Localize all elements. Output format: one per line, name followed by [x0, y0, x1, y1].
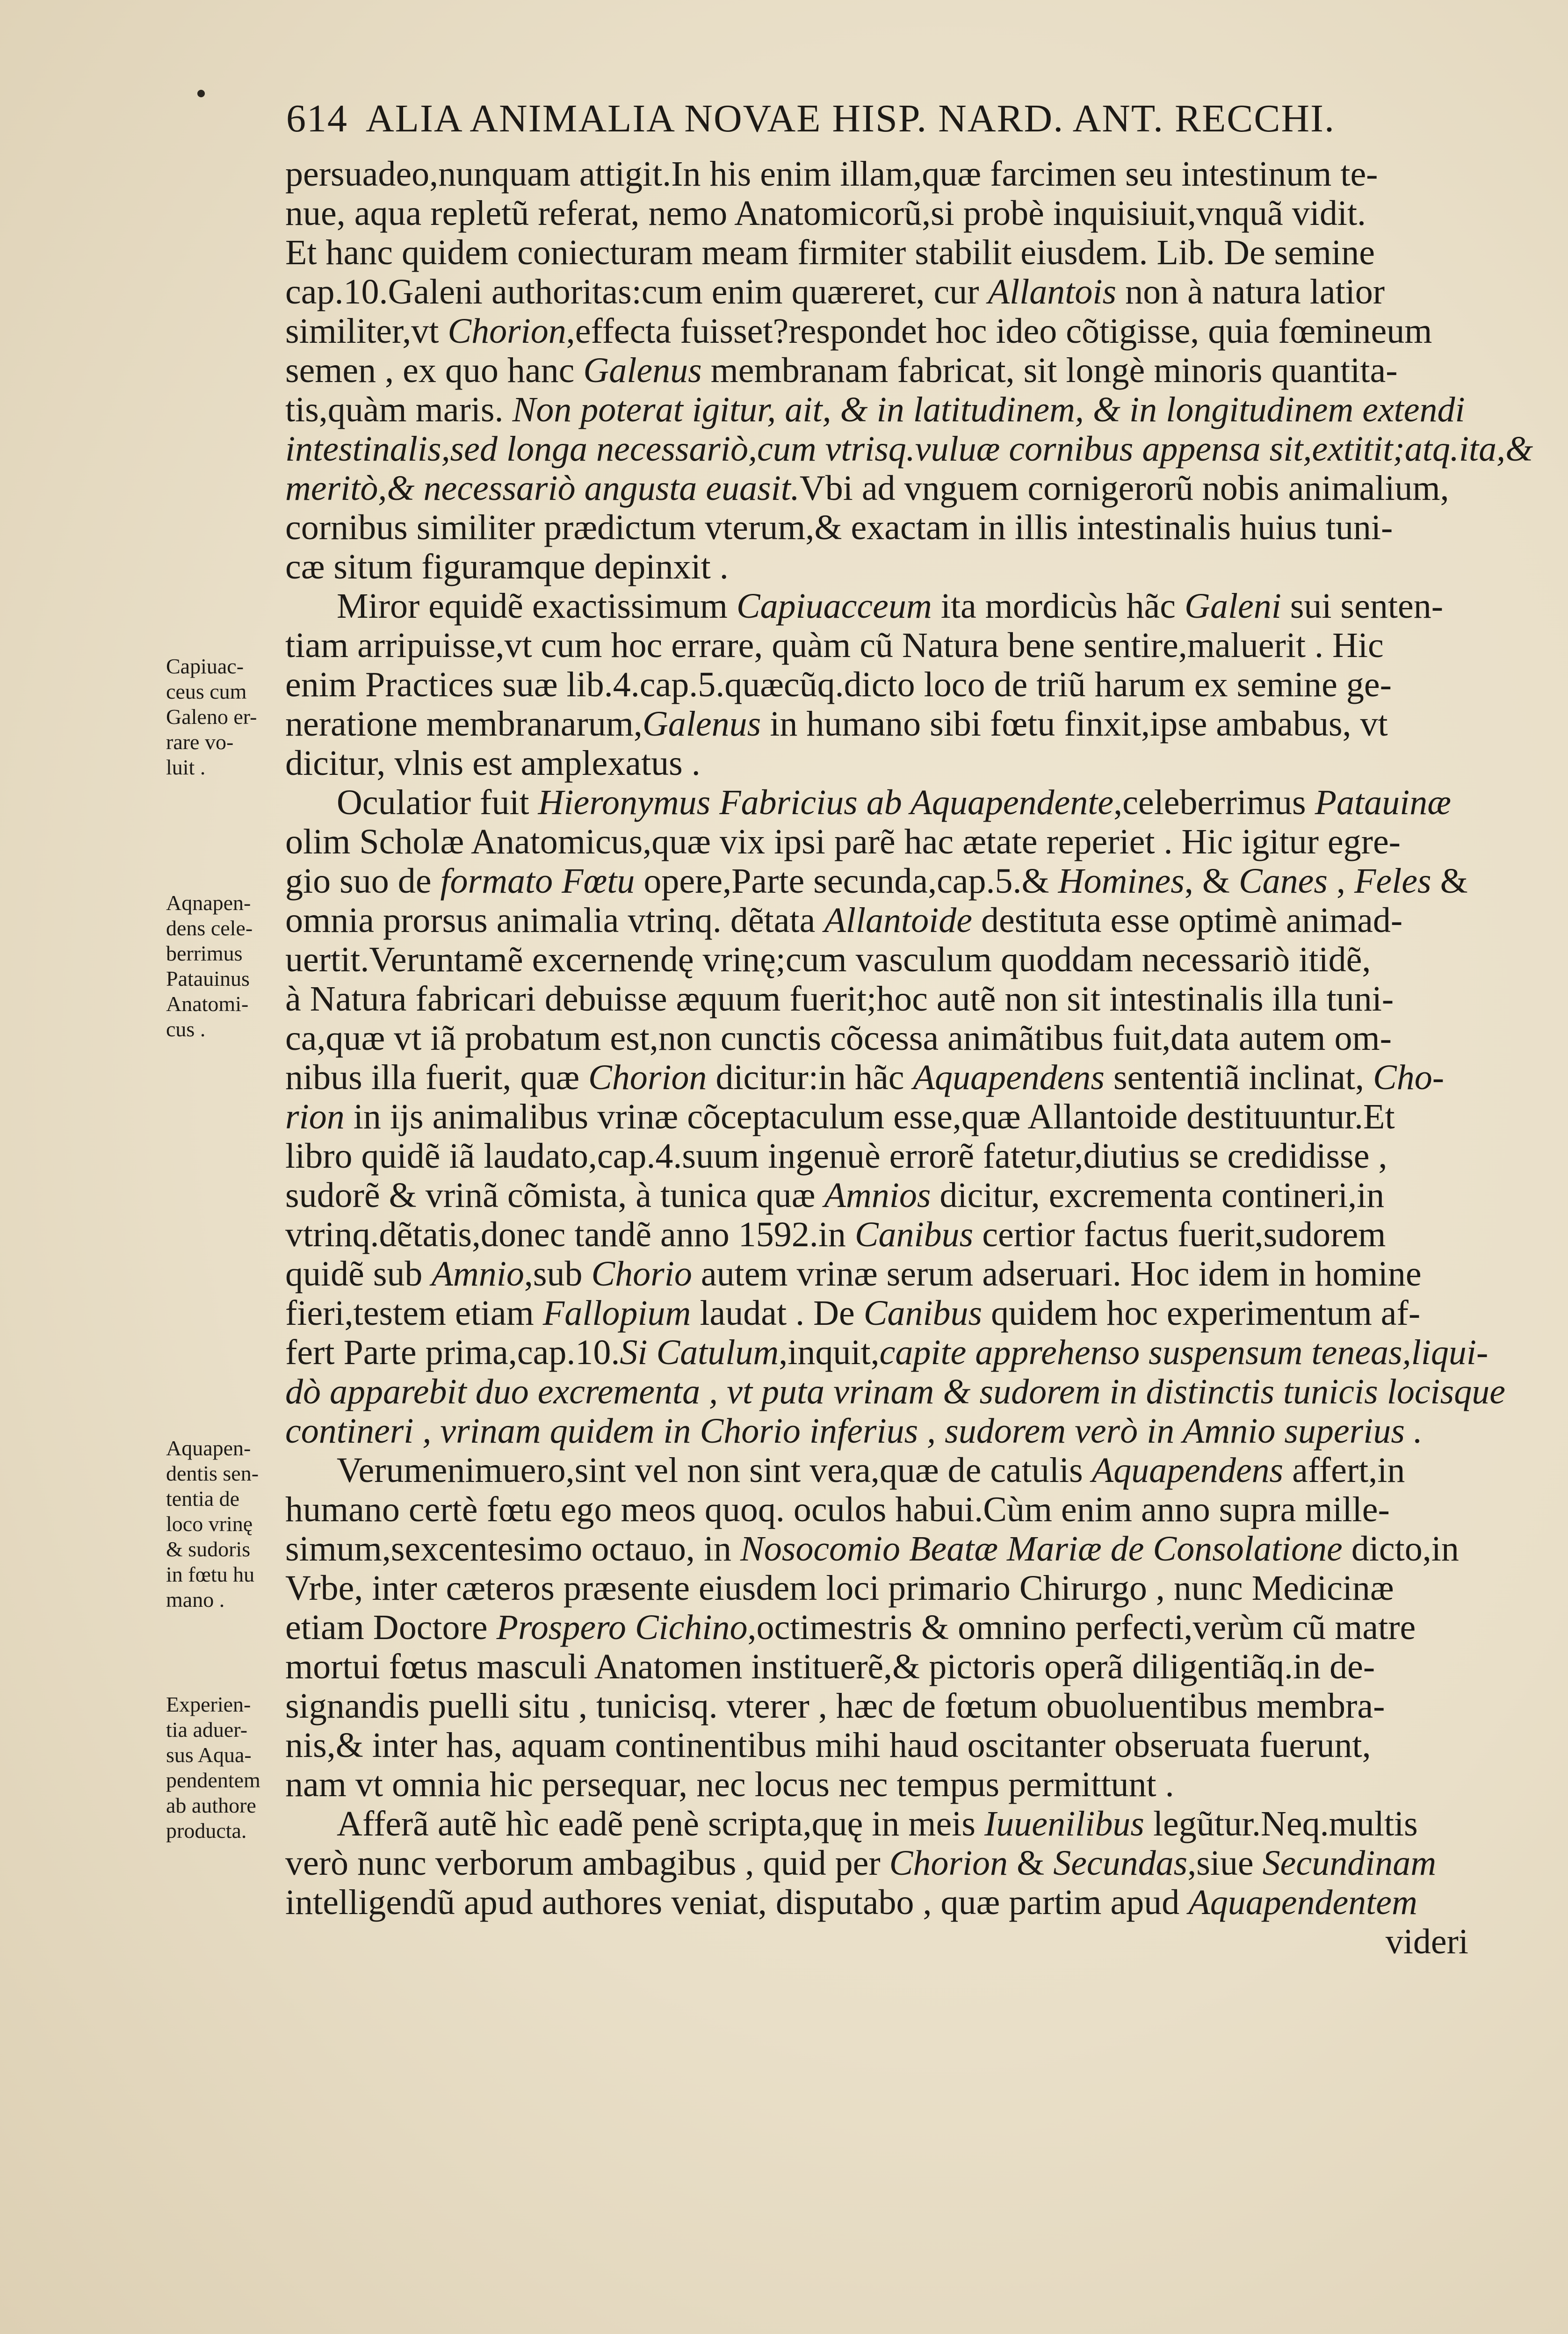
text-span: Afferã autẽ hìc eadẽ penè scripta,quę in meis [337, 1804, 984, 1843]
text-span: in ijs animalibus vrinæ cõceptaculum esse,quæ Allantoide destituuntur.Et [344, 1097, 1395, 1136]
text-span: etiam Doctore [285, 1608, 497, 1647]
text-span: sententiã inclinat, [1105, 1058, 1373, 1097]
text-span: nis,& inter has, aquam continentibus mihi haud oscitanter obseruata fuerunt, [285, 1726, 1371, 1765]
italic-span: Hieronymus Fabricius ab Aquapendente [538, 783, 1114, 822]
text-span: dicitur:in hãc [707, 1058, 913, 1097]
text-span: mortui fœtus masculi Anatomen instituerẽ,& pictoris operã diligentiãq.in de- [285, 1647, 1375, 1686]
italic-span: meritò,& necessariò angusta euasit. [285, 469, 800, 508]
text-line [285, 1411, 1487, 1451]
italic-span: Aquapendentem [1188, 1883, 1417, 1922]
text-line [285, 272, 1487, 311]
text-line [285, 586, 1487, 626]
margin-note-line: Aquapen- [166, 1436, 251, 1460]
text-line [285, 1608, 1487, 1647]
text-line [285, 429, 1533, 469]
text-line [285, 744, 1487, 783]
text-span: membranam fabricat, sit longè minoris quantita- [701, 351, 1398, 390]
text-span: nam vt omnia hic persequar, nec locus nec tempus permittunt . [285, 1765, 1174, 1804]
text-span: ,celeberrimus [1113, 783, 1315, 822]
text-line [285, 1058, 1487, 1097]
text-line [285, 1176, 1487, 1215]
margin-note-line: rare vo- [166, 730, 234, 754]
text-span: fieri,testem etiam [285, 1293, 543, 1333]
text-span: dicitur, excrementa contineri,in [931, 1176, 1385, 1215]
text-span: gio suo de [285, 861, 441, 901]
text-span: sudorẽ & vrinã cõmista, à tunica quæ [285, 1176, 824, 1215]
margin-note-line: mano . [166, 1588, 225, 1611]
italic-span: dò apparebit duo excrementa , vt puta vrinam & sudorem in distinctis tunicis locisque [285, 1372, 1505, 1411]
text-span: Et hanc quidem coniecturam meam firmiter stabilit eiusdem. Lib. De semine [285, 233, 1375, 272]
text-span: à Natura fabricari debuisse æquum fuerit;hoc autẽ non sit intestinalis illa tuni- [285, 979, 1394, 1019]
text-span: Vrbe, inter cæteros præsente eiusdem loci primario Chirurgo , nunc Medicinæ [285, 1568, 1394, 1608]
text-line [285, 1726, 1487, 1765]
text-span: persuadeo,nunquam attigit.In his enim illam,quæ farcimen seu intestinum te- [285, 154, 1378, 194]
margin-note-line: Capiuac- [166, 654, 244, 678]
text-span: tis,quàm maris. [285, 390, 513, 429]
text-line [285, 1804, 1487, 1843]
italic-span: Galenus [642, 704, 761, 744]
italic-span: Cho- [1373, 1058, 1445, 1097]
text-line [285, 1372, 1505, 1411]
text-span: signandis puelli situ , tunicisq. vterer , hæc de fœtum obuoluentibus membra- [285, 1686, 1385, 1726]
text-span: omnia prorsus animalia vtrinq. dẽtata [285, 901, 824, 940]
text-span: , [1327, 861, 1354, 901]
italic-span: Amnios [824, 1176, 931, 1215]
margin-note-3 [166, 1436, 288, 1612]
text-span: , & [1184, 861, 1239, 901]
text-line [285, 311, 1487, 351]
italic-span: Allantoide [824, 901, 972, 940]
text-line [285, 901, 1487, 940]
text-span: libro quidẽ iã laudato,cap.4.suum ingenuè errorẽ fatetur,diutius se credidisse , [285, 1136, 1387, 1176]
text-line [285, 1254, 1487, 1293]
margin-note-line: luit . [166, 755, 206, 779]
text-line [285, 704, 1487, 744]
text-span: sui senten- [1281, 586, 1444, 626]
italic-span: capite apprehenso suspensum teneas,liqui- [879, 1333, 1489, 1372]
italic-span: formato Fœtu [440, 861, 635, 901]
text-span: ,inquit, [779, 1333, 880, 1372]
text-line [285, 1765, 1487, 1804]
text-span: vtrinq.dẽtatis,donec tandẽ anno 1592.in [285, 1215, 855, 1254]
text-line [285, 233, 1487, 272]
text-span: ,siue [1187, 1843, 1263, 1883]
text-line [285, 1843, 1487, 1883]
text-span: dicto,in [1342, 1529, 1459, 1568]
italic-span: Canibus [854, 1215, 974, 1254]
text-span: ,sub [524, 1254, 592, 1293]
italic-span: Capiuacceum [736, 586, 932, 626]
italic-span: Non poterat igitur, ait, & in latitudinem, & in longitudinem extendi [512, 390, 1465, 429]
margin-note-line: berrimus [166, 941, 243, 965]
text-span: ,octimestris & omnino perfecti,verùm cũ matre [747, 1608, 1416, 1647]
margin-note-line: producta. [166, 1819, 247, 1843]
text-line [285, 1647, 1487, 1686]
margin-note-line: dentis sen- [166, 1461, 259, 1485]
text-line [285, 822, 1487, 861]
text-line [285, 626, 1487, 665]
margin-note-line: ab authore [166, 1793, 256, 1817]
text-span: enim Practices suæ lib.4.cap.5.quæcũq.dicto loco de triũ harum ex semine ge- [285, 665, 1392, 704]
italic-span: Canes [1238, 861, 1328, 901]
margin-note-line: pendentem [166, 1768, 260, 1792]
italic-span: Si Catulum [620, 1333, 779, 1372]
margin-note-line: & sudoris [166, 1537, 251, 1561]
italic-span: intestinalis,sed longa necessariò,cum vtrisq.vuluæ cornibus appensa sit,extitit;atq.ita,& [285, 429, 1533, 469]
italic-span: Fallopium [542, 1293, 691, 1333]
text-span: cornibus similiter prædictum vterum,& exactam in illis intestinalis huius tuni- [285, 508, 1393, 547]
text-line [285, 1293, 1487, 1333]
text-span: dicitur, vlnis est amplexatus . [285, 744, 701, 783]
margin-note-line: in fœtu hu [166, 1562, 255, 1586]
text-line [285, 783, 1487, 822]
text-line [285, 1490, 1487, 1529]
italic-span: Aquapendens [913, 1058, 1105, 1097]
margin-note-line: Experien- [166, 1692, 251, 1716]
italic-span: Secundinam [1262, 1843, 1437, 1883]
text-span: Miror equidẽ exactissimum [337, 586, 737, 626]
text-line [285, 979, 1487, 1019]
text-span: videri [1385, 1922, 1468, 1961]
margin-note-line: Aqnapen- [166, 891, 251, 915]
margin-note-line: Anatomi- [166, 992, 249, 1016]
italic-span: Chorion [448, 311, 566, 351]
ink-dot [197, 90, 205, 97]
text-span: Vbi ad vnguem cornigerorũ nobis animalium, [799, 469, 1449, 508]
text-span: in humano sibi fœtu finxit,ipse ambabus, vt [761, 704, 1388, 744]
text-span: cap.10.Galeni authoritas:cum enim quæreret, cur [285, 272, 988, 311]
catchword [285, 1922, 1487, 1961]
text-span: laudat . De [691, 1293, 864, 1333]
running-title: ALIA ANIMALIA NOVAE HISP. NARD. ANT. RECCHI. [366, 97, 1335, 140]
text-span: ca,quæ vt iã probatum est,non cunctis cõcessa animãtibus fuit,data autem om- [285, 1019, 1392, 1058]
text-line [285, 469, 1487, 508]
text-span: olim Scholæ Anatomicus,quæ vix ipsi parẽ hac ætate reperiet . Hic igitur egre- [285, 822, 1401, 861]
margin-note-1 [166, 654, 288, 780]
text-span: affert,in [1283, 1451, 1405, 1490]
margin-note-line: tentia de [166, 1487, 240, 1510]
text-span: destituta esse optimè animad- [972, 901, 1403, 940]
text-span: certior factus fuerit,sudorem [973, 1215, 1386, 1254]
text-span: non à natura latior [1116, 272, 1385, 311]
text-span: ita mordicùs hãc [932, 586, 1185, 626]
italic-span: Nosocomio Beatæ Mariæ de Consolatione [740, 1529, 1343, 1568]
text-span: quidem hoc experimentum af- [982, 1293, 1421, 1333]
text-span: opere,Parte secunda,cap.5.& [635, 861, 1058, 901]
margin-note-line: tia aduer- [166, 1718, 248, 1741]
text-span: fert Parte prima,cap.10. [285, 1333, 620, 1372]
italic-span: Iuuenilibus [984, 1804, 1144, 1843]
text-span: humano certè fœtu ego meos quoq. oculos habui.Cùm enim anno supra mille- [285, 1490, 1390, 1529]
italic-span: Canibus [863, 1293, 983, 1333]
text-line [285, 1333, 1487, 1372]
text-span: & [1008, 1843, 1054, 1883]
text-span: legũtur.Neq.multis [1144, 1804, 1418, 1843]
page-header [286, 96, 1335, 141]
margin-note-line: cus . [166, 1017, 206, 1041]
italic-span: Secundas [1053, 1843, 1188, 1883]
text-span: simum,sexcentesimo octauo, in [285, 1529, 741, 1568]
text-line [285, 351, 1487, 390]
text-line [285, 1097, 1487, 1136]
margin-note-2 [166, 890, 288, 1042]
text-span: tiam arripuisse,vt cum hoc errare, quàm cũ Natura bene sentire,maluerit . Hic [285, 626, 1384, 665]
text-span: semen , ex quo hanc [285, 351, 584, 390]
text-line [285, 508, 1487, 547]
text-line [285, 1883, 1487, 1922]
margin-note-line: dens cele- [166, 916, 253, 940]
italic-span: Amnio [431, 1254, 524, 1293]
italic-span: Patauinæ [1315, 783, 1451, 822]
margin-note-4 [166, 1692, 288, 1843]
margin-note-line: loco vrinę [166, 1512, 253, 1536]
text-line [285, 1529, 1487, 1568]
margin-note-line: Patauinus [166, 967, 250, 990]
italic-span: Feles [1354, 861, 1431, 901]
text-line [285, 665, 1487, 704]
margin-note-line: Galeno er- [166, 705, 257, 729]
text-line [285, 1686, 1487, 1726]
italic-span: contineri , vrinam quidem in Chorio inferius , sudorem verò in Amnio superius . [285, 1411, 1423, 1451]
italic-span: Prospero Cichino [496, 1608, 748, 1647]
text-line [285, 1451, 1487, 1490]
text-line [285, 1215, 1487, 1254]
text-span: autem vrinæ serum adseruari. Hoc idem in homine [692, 1254, 1422, 1293]
text-span: nue, aqua repletũ referat, nemo Anatomicorũ,si probè inquisiuit,vnquã vidit. [285, 194, 1366, 233]
text-line [285, 547, 1487, 586]
italic-span: Aquapendens [1091, 1451, 1284, 1490]
italic-span: Homines [1058, 861, 1185, 901]
text-span: Oculatior fuit [337, 783, 538, 822]
text-span: quidẽ sub [285, 1254, 432, 1293]
text-line [285, 390, 1487, 429]
text-span: neratione membranarum, [285, 704, 643, 744]
italic-span: Galeni [1185, 586, 1281, 626]
italic-span: Chorion [588, 1058, 707, 1097]
text-span: & [1431, 861, 1468, 901]
text-span: ,effecta fuisset?respondet hoc ideo cõtigisse, quia fœmineum [566, 311, 1432, 351]
main-text [285, 154, 1533, 1961]
text-line [285, 194, 1487, 233]
text-span: similiter,vt [285, 311, 448, 351]
italic-span: Chorio [591, 1254, 692, 1293]
text-span: nibus illa fuerit, quæ [285, 1058, 589, 1097]
italic-span: Chorion [889, 1843, 1008, 1883]
text-line [285, 861, 1487, 901]
italic-span: Allantois [988, 272, 1117, 311]
text-span: verò nunc verborum ambagibus , quid per [285, 1843, 889, 1883]
text-line [285, 154, 1487, 194]
text-span: uertit.Veruntamẽ excernendę vrinę;cum vasculum quoddam necessariò itidẽ, [285, 940, 1371, 979]
italic-span: rion [285, 1097, 345, 1136]
text-span: cæ situm figuramque depinxit . [285, 547, 729, 586]
margin-note-line: sus Aqua- [166, 1743, 252, 1767]
text-line [285, 1019, 1487, 1058]
text-line [285, 1136, 1487, 1176]
page-number: 614 [286, 97, 348, 140]
text-line [285, 1568, 1487, 1608]
italic-span: Galenus [583, 351, 702, 390]
margin-note-line: ceus cum [166, 679, 247, 703]
text-span: intelligendũ apud authores veniat, disputabo , quæ partim apud [285, 1883, 1189, 1922]
text-span: Verumenimuero,sint vel non sint vera,quæ de catulis [337, 1451, 1092, 1490]
text-line [285, 940, 1487, 979]
